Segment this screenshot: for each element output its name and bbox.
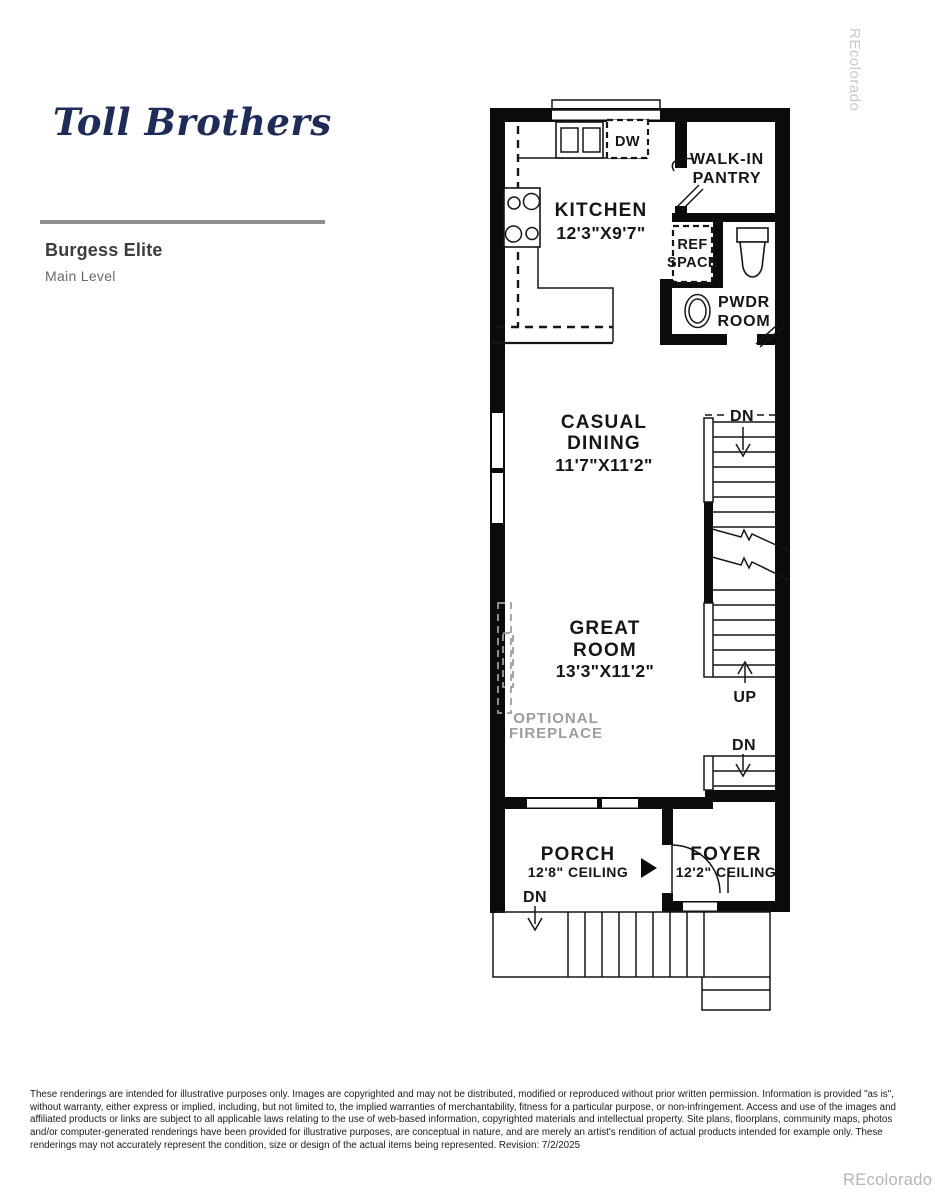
plan-title: Burgess Elite (45, 240, 163, 260)
svg-text:REF: REF (677, 237, 708, 253)
watermark-side: REcolorado (846, 28, 863, 112)
ref-space (667, 226, 718, 282)
svg-text:DN: DN (522, 889, 548, 906)
dn-upper-label: DN (729, 408, 755, 425)
pwdr-label-2: ROOM (717, 313, 771, 330)
svg-text:FIREPLACE: FIREPLACE (508, 725, 604, 742)
great-label-1: GREAT (569, 618, 641, 639)
pwdr-label-1: PWDR (717, 294, 771, 311)
stair-treads (713, 422, 775, 786)
kitchen-label: KITCHEN (554, 200, 648, 221)
kitchen-sink (556, 122, 603, 158)
svg-text:OPTIONAL: OPTIONAL (513, 710, 599, 727)
up-label: UP (733, 689, 757, 706)
cooktop (504, 188, 540, 247)
powder-sink (685, 295, 710, 328)
svg-text:SPACE: SPACE (667, 255, 718, 271)
dining-label-2: DINING (567, 433, 641, 454)
toilet (737, 228, 768, 277)
porch-dn (523, 889, 547, 930)
dining-label-1: CASUAL (560, 412, 648, 433)
level-label: Main Level (45, 268, 116, 284)
porch-label: PORCH (540, 844, 616, 865)
great-dims: 13'3"X11'2" (555, 661, 655, 681)
dn-lower-arrow (736, 754, 750, 776)
entry-arrow-icon (641, 858, 657, 878)
dw-label: DW (615, 134, 640, 150)
porch-ceiling: 12'8" CEILING (527, 864, 629, 880)
dishwasher (607, 120, 648, 158)
kitchen-dims: 12'3"X9'7" (556, 223, 646, 243)
dn-lower-label: DN (731, 737, 757, 754)
foyer-label: FOYER (690, 844, 762, 865)
toll-brothers-logo: Toll Brothers (53, 100, 332, 144)
foyer-ceiling: 12'2" CEILING (675, 864, 777, 880)
pantry-label-1: WALK-IN (689, 151, 765, 168)
exterior-steps (493, 912, 770, 1010)
dining-dims: 11'7"X11'2" (555, 455, 653, 475)
great-label-2: ROOM (573, 640, 637, 661)
pantry-label-2: PANTRY (692, 170, 762, 187)
disclaimer-text: These renderings are intended for illustrative purposes only. Images are copyrighted and may not be distributed, modified or reproduced without prior written permission. Information is provided "as is", without warranty, either express or implied, including, but not limited to, the implied warranties of merchantability, fitness for a particular purpose, or non-infringement. Access and use of the images and affiliated products or links are subject to all applicable laws relating to the use of web-based information, copyrighted materials and intellectual property. Site plans, floorplans, community maps, photos and/or computer-generated renderings have been provided for illustrative purposes, are conceptual in nature, and are merely an artist's rendition of actual products intended for example only. These renderings may not accurately represent the condition, size or design of the actual items being represented. Revision: 7/2/2025 (30, 1089, 897, 1151)
watermark-bottom: REcolorado (843, 1171, 933, 1189)
